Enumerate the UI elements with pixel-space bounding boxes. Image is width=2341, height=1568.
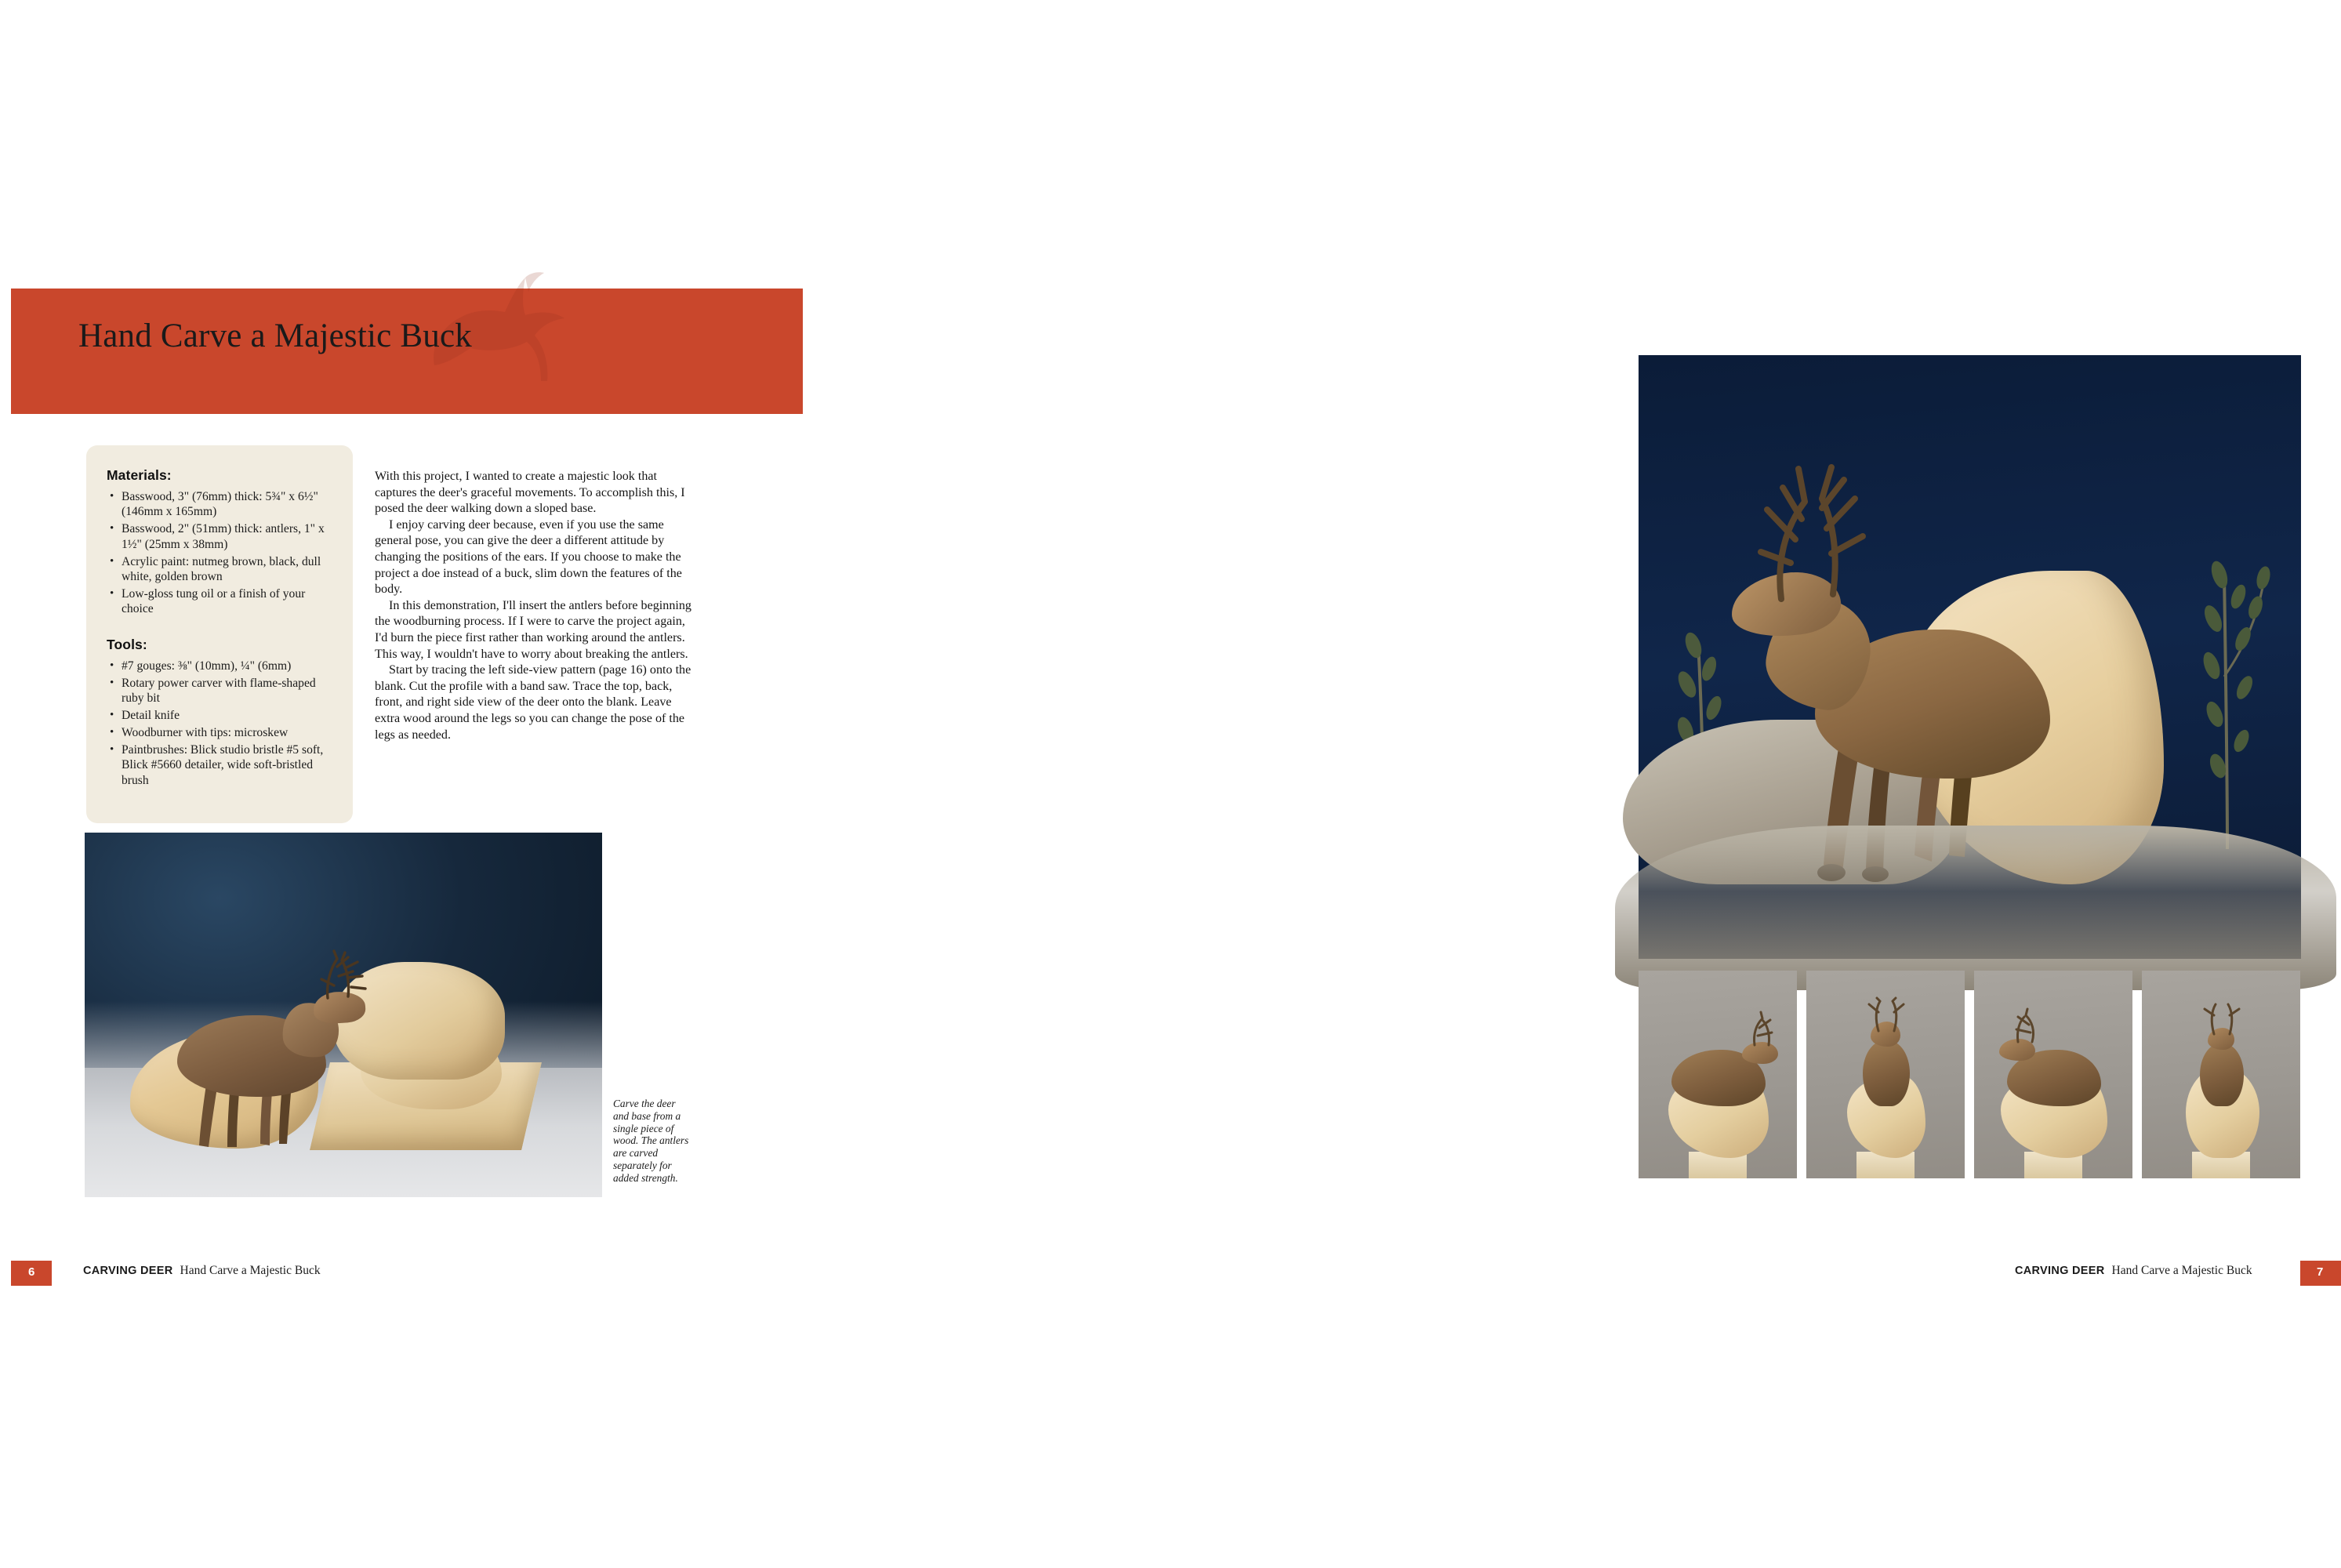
- rock-foreground: [1615, 826, 2336, 990]
- deer-body: [2200, 1044, 2244, 1106]
- materials-heading: Materials:: [107, 467, 172, 483]
- list-item: • Low-gloss tung oil or a finish of your choice: [120, 586, 334, 617]
- list-item: • Basswood, 3" (76mm) thick: 5¾" x 6½" (146mm x 165mm): [120, 489, 334, 520]
- intro-body-text: [375, 469, 696, 743]
- paragraph: I enjoy carving deer because, even if you use the same general pose, you can give the deer a different attitude by changing the positions of the ears. If you choose to make the project a doe instead of a buck, slim down the features of the body.: [375, 517, 682, 597]
- page-title: Hand Carve a Majestic Buck: [78, 318, 472, 354]
- list-item: • Acrylic paint: nutmeg brown, black, dull white, golden brown: [120, 554, 334, 585]
- list-item: • Paintbrushes: Blick studio bristle #5 soft, Blick #5660 detailer, wide soft-bristled brush: [120, 742, 334, 788]
- tools-heading: Tools:: [107, 636, 147, 652]
- finished-deer-antlers: [314, 951, 376, 1000]
- tools-list: [107, 659, 334, 788]
- list-item: • #7 gouges: ⅜" (10mm), ¼" (6mm): [120, 659, 334, 673]
- thumbnail-right-view: [1974, 971, 2132, 1178]
- thumbnail-rear-view: [2142, 971, 2300, 1178]
- deer-antlers: [2200, 1001, 2244, 1036]
- footer-left: [83, 1264, 321, 1278]
- page-right: [784, 0, 2324, 1568]
- paragraph: In this demonstration, I'll insert the antlers before beginning the woodburning process. If I were to carve the project again, I'd burn the piece first rather than working around the antlers. This way, I wouldn't have to worry about breaking the antlers.: [375, 598, 691, 661]
- deer-antlers: [1740, 453, 1921, 602]
- thumbnail-strip: [1639, 971, 2301, 1178]
- deer-antlers: [1744, 1012, 1788, 1047]
- photo-carving-and-blank: [85, 833, 602, 1197]
- figure-caption: Carve the deer and base from a single piece of wood. The antlers are carved separately for added strength.: [613, 1098, 689, 1184]
- footer-chapter-title: Hand Carve a Majestic Buck: [2111, 1264, 2252, 1277]
- title-banner: [11, 289, 803, 414]
- page-number-left: 6: [28, 1265, 35, 1279]
- page-number-right: 7: [2317, 1265, 2324, 1279]
- footer-right: [2015, 1264, 2252, 1278]
- list-item: • Basswood, 2" (51mm) thick: antlers, 1" x 1½" (25mm x 38mm): [120, 521, 334, 552]
- thumbnail-left-view: [1639, 971, 1797, 1178]
- deer-antlers: [1864, 998, 1908, 1033]
- paragraph: Start by tracing the left side-view pattern (page 16) onto the blank. Cut the profile with a band saw. Trace the top, back, front, and right side view of the deer onto the blank. Leave extra wood around the legs so you can change the pose of the legs as needed.: [375, 663, 691, 742]
- photo-finished-buck-main: [1639, 355, 2301, 959]
- paragraph: With this project, I wanted to create a majestic look that captures the deer's graceful movements. To accomplish this, I posed the deer walking down a sloped base.: [375, 470, 685, 516]
- list-item: • Detail knife: [120, 708, 334, 723]
- deer-antlers: [2001, 1009, 2045, 1044]
- footer-chapter-title: Hand Carve a Majestic Buck: [180, 1264, 321, 1277]
- footer-book-title: CARVING DEER: [2015, 1265, 2105, 1277]
- materials-list: [107, 489, 334, 617]
- thumbnail-front-view: [1806, 971, 1965, 1178]
- shrub-right-decor: [2152, 520, 2293, 849]
- footer-book-title: CARVING DEER: [83, 1265, 173, 1277]
- deer-body: [1863, 1040, 1910, 1106]
- materials-tools-box: [86, 445, 353, 823]
- list-item: • Rotary power carver with flame-shaped ruby bit: [120, 676, 334, 706]
- list-item: • Woodburner with tips: microskew: [120, 725, 334, 740]
- page-left: [0, 0, 784, 1568]
